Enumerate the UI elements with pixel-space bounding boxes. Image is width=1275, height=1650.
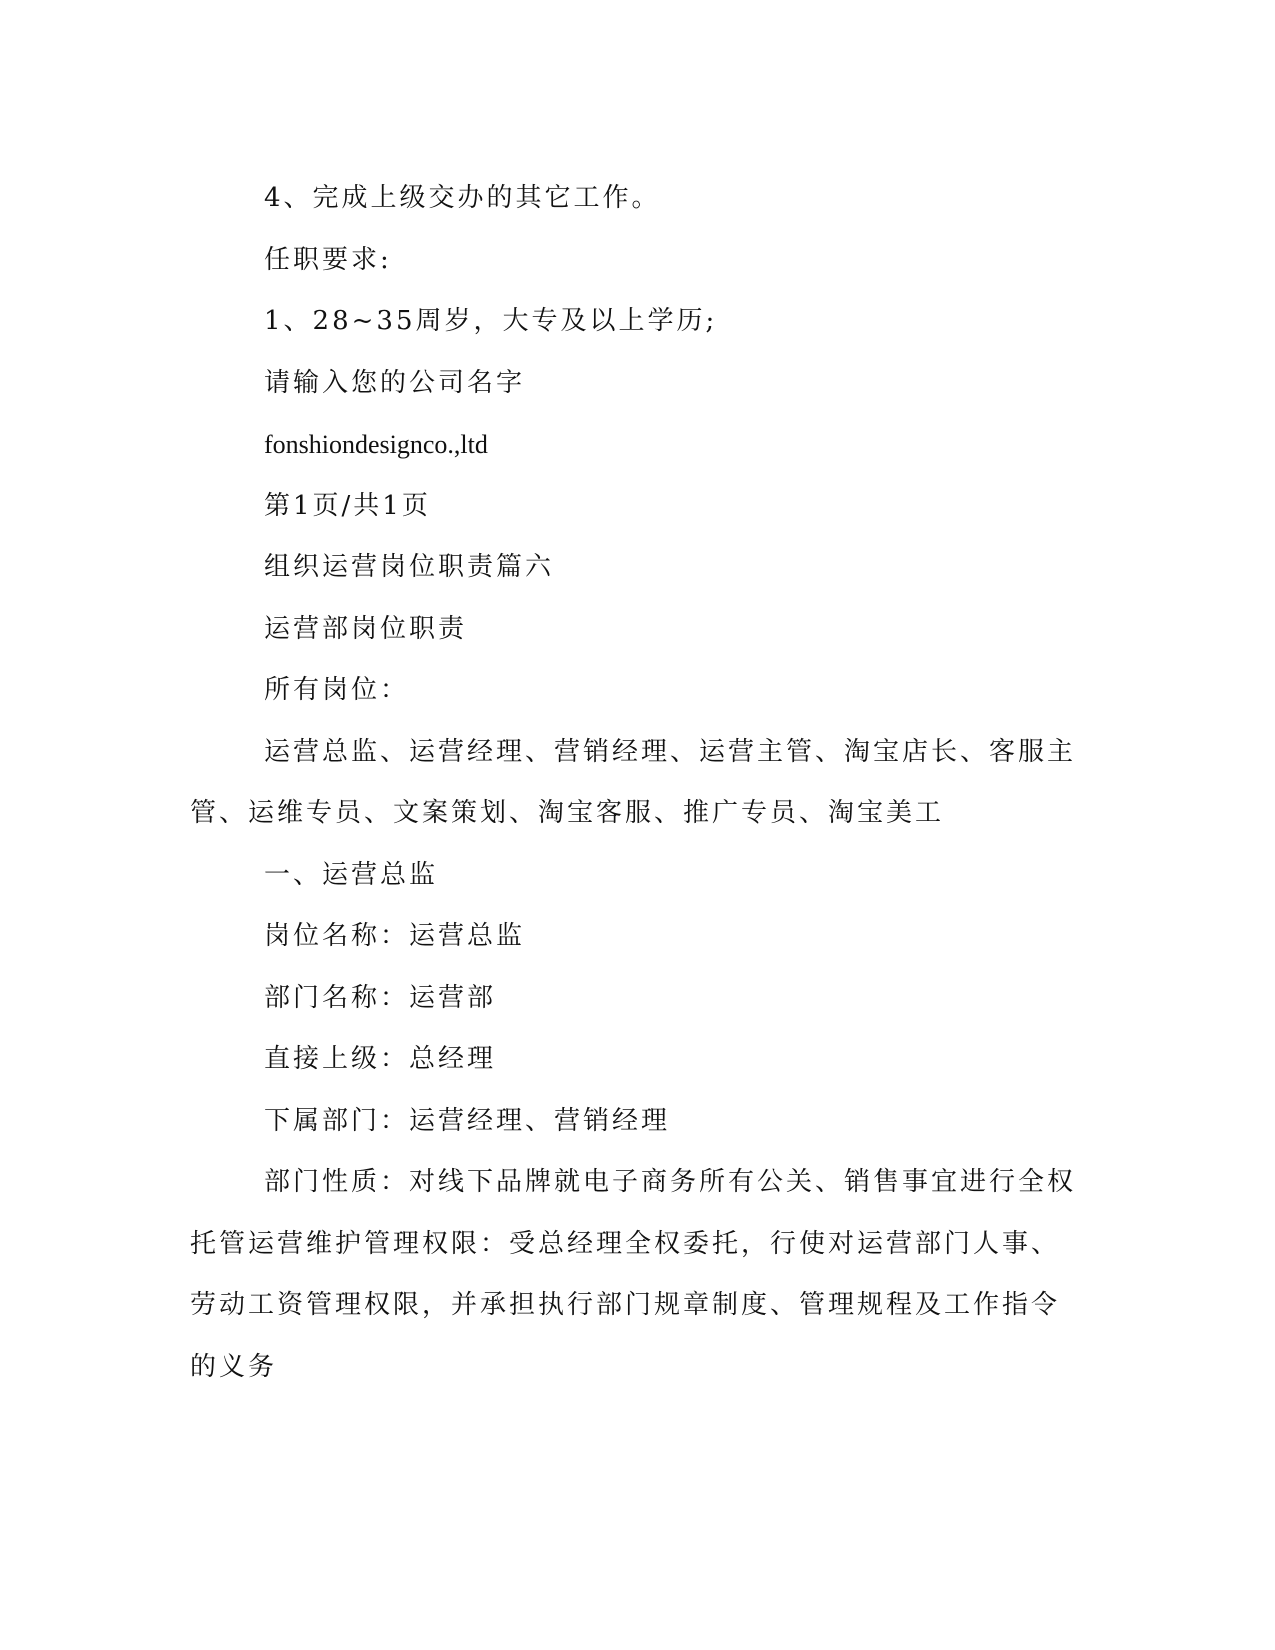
paragraph-page-number: 第1页/共1页	[264, 490, 431, 521]
paragraph-department-nature: 部门性质：对线下品牌就电子商务所有公关、销售事宜进行全权托管运营维护管理权限：受总经理全权委托，行使对运营部门人事、劳动工资管理权限，并承担执行部门规章制度、管理规程及工作指令的义务	[190, 1167, 1077, 1382]
document-body	[190, 168, 1078, 1398]
paragraph-department-duties: 运营部岗位职责	[264, 613, 468, 644]
paragraph-all-positions-label: 所有岗位：	[264, 675, 410, 705]
paragraph-section-title: 组织运营岗位职责篇六	[264, 552, 555, 582]
paragraph-requirements-heading: 任职要求:	[264, 244, 392, 275]
paragraph-operations-director-heading: 一、运营总监	[264, 859, 439, 890]
paragraph-subordinate-departments: 下属部门：运营经理、营销经理	[264, 1105, 671, 1136]
paragraph-positions-list: 运营总监、运营经理、营销经理、运营主管、淘宝店长、客服主管、运维专员、文案策划、淘宝客服、推广专员、淘宝美工	[190, 736, 1077, 828]
paragraph-direct-superior: 直接上级：总经理	[264, 1044, 497, 1074]
paragraph-company-name-prompt: 请输入您的公司名字	[264, 367, 526, 398]
paragraph-position-name: 岗位名称：运营总监	[264, 921, 526, 951]
paragraph-department-name: 部门名称：运营部	[264, 982, 497, 1013]
paragraph-company-name: fonshiondesignco.,ltd	[264, 430, 488, 459]
paragraph-requirement-item-1: 1、28~35周岁，大专及以上学历;	[264, 306, 718, 336]
paragraph-task-item-4: 4、完成上级交办的其它工作。	[264, 183, 661, 213]
